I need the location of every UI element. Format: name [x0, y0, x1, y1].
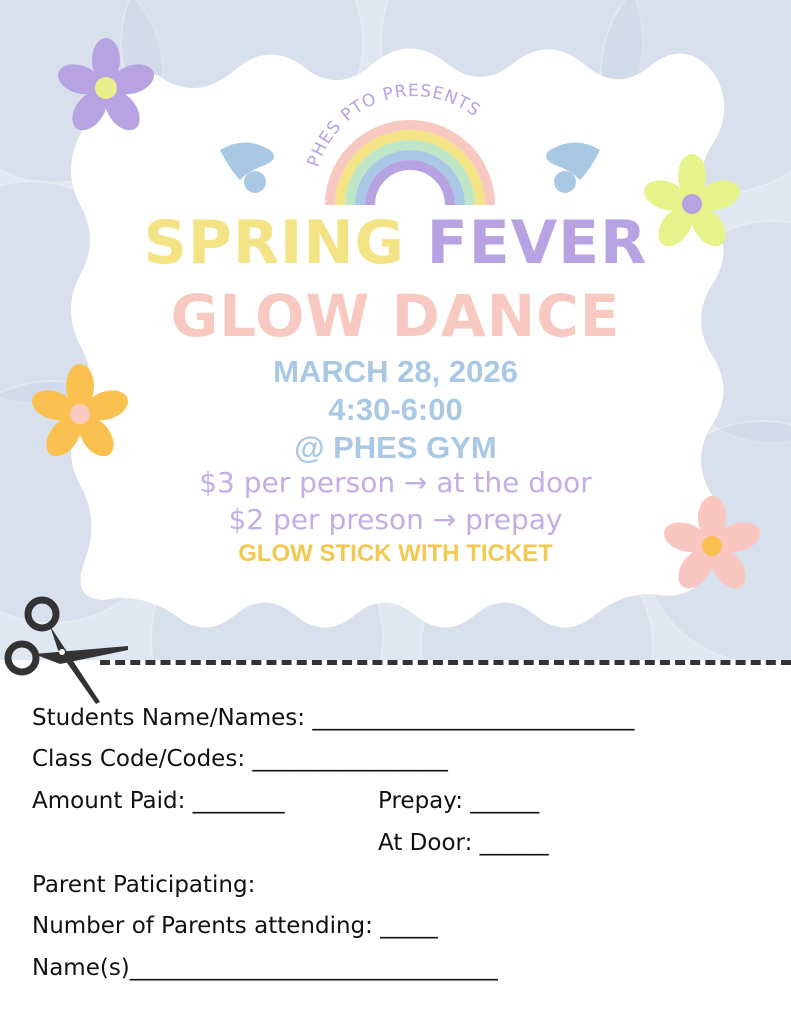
names-field[interactable]: Name(s)________________________________: [32, 955, 498, 981]
title-spring-fever: [0, 208, 791, 278]
event-date: MARCH 28, 2026: [273, 354, 518, 389]
title-spring: SPRING: [143, 208, 405, 278]
at-door-field[interactable]: At Door: ______: [378, 830, 549, 856]
cut-line: [100, 660, 791, 665]
parent-participating-label: Parent Paticipating:: [32, 872, 256, 898]
event-time: 4:30-6:00: [328, 392, 463, 427]
class-code-field[interactable]: Class Code/Codes: _________________: [32, 746, 448, 772]
number-of-parents-field[interactable]: Number of Parents attending: _____: [32, 913, 438, 939]
scissors-icon: [0, 592, 130, 707]
title-fever: FEVER: [426, 208, 648, 278]
students-name-field[interactable]: Students Name/Names: ____________________________: [32, 705, 635, 731]
prepay-field[interactable]: Prepay: ______: [378, 788, 540, 814]
subtitle-glow-dance: GLOW DANCE: [170, 282, 621, 350]
event-location: @ PHES GYM: [294, 430, 497, 465]
glow-stick-note: GLOW STICK WITH TICKET: [238, 540, 553, 567]
presenter-text: PHES PTO PRESENTS: [303, 81, 485, 170]
price-prepay: $2 per preson → prepay: [228, 503, 563, 536]
price-at-door: $3 per person → at the door: [199, 466, 592, 499]
amount-paid-field[interactable]: Amount Paid: ________: [32, 788, 285, 814]
